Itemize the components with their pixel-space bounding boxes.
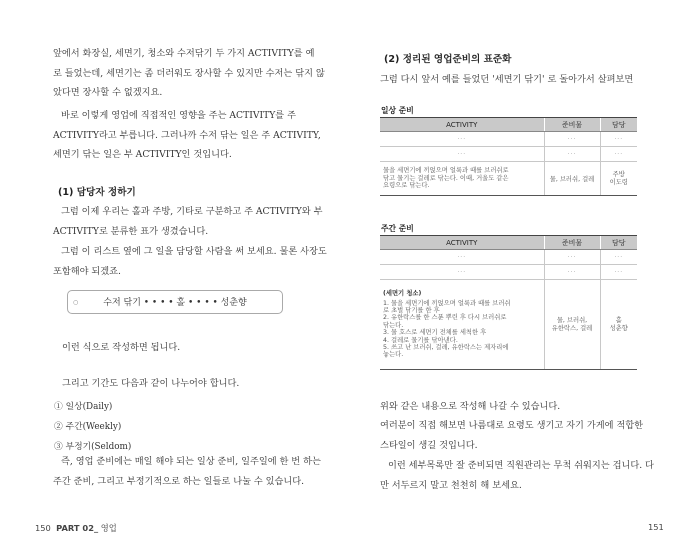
- table-label-weekly: 주간 준비: [381, 224, 414, 233]
- list-item-daily: ① 일상(Daily): [54, 402, 113, 412]
- column-header-supplies: 준비물: [544, 236, 600, 250]
- list-item-seldom: ③ 부정기(Seldom): [54, 442, 132, 452]
- owner-cell: 홀 성춘향: [600, 280, 637, 370]
- table-row: ··· ··· ···: [380, 132, 637, 147]
- part-title: 영업: [100, 523, 117, 533]
- table-header-row: [380, 118, 637, 132]
- weekly-prep-table: [380, 235, 637, 370]
- paragraph-write-like-this: 이런 식으로 작성하면 됩니다.: [62, 342, 181, 353]
- page-number-right: 151: [648, 522, 664, 532]
- table-row: [380, 162, 637, 196]
- supplies-cell: 물, 브러쉬, 유한락스, 걸레: [544, 280, 600, 370]
- example-callout-box: ○ 수저 닦기 • • • • 홀 • • • • 성춘향: [67, 290, 283, 314]
- list-item-weekly: ② 주간(Weekly): [54, 422, 122, 432]
- activity-description: 물을 세면기에 끼얹으며 얼룩과 때를 브러쉬로 닦고 물기는 걸레로 닦는다. 이때, 거울도 같은 요령으로 닦는다.: [380, 162, 544, 196]
- column-header-supplies: 준비물: [544, 118, 600, 132]
- paragraph-try-yourself: 여러분이 직접 해보면 나름대로 요령도 생기고 자기 가게에 적합한 스타일이 생길 것입니다.: [380, 420, 643, 451]
- table-row: [380, 280, 637, 370]
- column-header-activity: ACTIVITY: [380, 236, 544, 250]
- part-label: PART 02_: [56, 523, 99, 533]
- paragraph-preparation-summary: 즉, 영업 준비에는 매일 해야 되는 일상 준비, 일주일에 한 번 하는 주간 준비, 그리고 부정기적으로 하는 일들로 나눌 수 있습니다.: [53, 456, 321, 487]
- table-header-row: [380, 236, 637, 250]
- paragraph-main-activity: 바로 이렇게 영업에 직접적인 영향을 주는 ACTIVITY를 주 ACTIVITY라고 부릅니다. 그러나까 수저 닦는 일은 주 ACTIVITY, 세면기 닦는 일은 부 ACTIVITY인 것입니다.: [53, 110, 321, 160]
- table-row: ··· ··· ···: [380, 147, 637, 162]
- page-number: 150: [35, 523, 51, 533]
- column-header-owner: 담당: [600, 118, 637, 132]
- paragraph-period-division: 그리고 기간도 다음과 같이 나누어야 합니다.: [62, 378, 240, 389]
- paragraph-written-like-above: 위와 같은 내용으로 작성해 나갈 수 있습니다.: [380, 401, 561, 412]
- paragraph-activity-example: 앞에서 화장실, 세면기, 청소와 수저닦기 두 가지 ACTIVITY를 예 로 들었는데, 세면기는 좀 더러워도 장사할 수 있지만 수저는 닦지 않 았다면 장사할 수 없겠지요.: [53, 48, 325, 98]
- activity-description: (세면기 청소) 1. 물을 세면기에 끼얹으며 얼룩과 때를 브러쉬 로 초벌 닦기를 한 후 2. 유한락스를 한 스푼 뿌린 후 다시 브러쉬로 닦는다. 3. 물 호스로 세면기 전체를 세척한 후 4. 걸레로 물기를 닦아낸다. 5. 쓰고 난 브러쉬, 걸레, 유한락스는 제자리에 놓는다.: [380, 280, 544, 370]
- paragraph-intro: 그럼 다시 앞서 예를 들었던 '세면기 닦기' 로 돌아가서 살펴보면: [380, 74, 634, 85]
- page-footer-left: [35, 522, 117, 534]
- paragraph-classification: 그럼 이제 우리는 홀과 주방, 기타로 구분하고 주 ACTIVITY와 부 ACTIVITY로 분류한 표가 생겼습니다.: [53, 206, 323, 237]
- circle-bullet-icon: ○: [73, 299, 79, 306]
- section-heading-assign-owner: (1) 담당자 정하기: [58, 187, 136, 198]
- column-header-activity: ACTIVITY: [380, 118, 544, 132]
- column-header-owner: 담당: [600, 236, 637, 250]
- table-row: ··· ··· ···: [380, 265, 637, 280]
- paragraph-detail-list: 이런 세부목록만 잘 준비되면 직원관리는 무척 쉬워지는 겁니다. 다 만 서두르지 말고 천천히 해 보세요.: [380, 460, 654, 491]
- daily-prep-table: [380, 117, 637, 196]
- table-row: ··· ··· ···: [380, 250, 637, 265]
- paragraph-write-owner: 그럼 이 리스트 옆에 그 일을 담당할 사람을 써 보세요. 물론 사장도 포함해야 되겠죠.: [53, 246, 327, 277]
- table-label-daily: 일상 준비: [381, 106, 414, 115]
- supplies-cell: 물, 브러쉬, 걸레: [544, 162, 600, 196]
- section-heading-standardization: (2) 정리된 영업준비의 표준화: [384, 54, 512, 65]
- owner-cell: 주방 이도령: [600, 162, 637, 196]
